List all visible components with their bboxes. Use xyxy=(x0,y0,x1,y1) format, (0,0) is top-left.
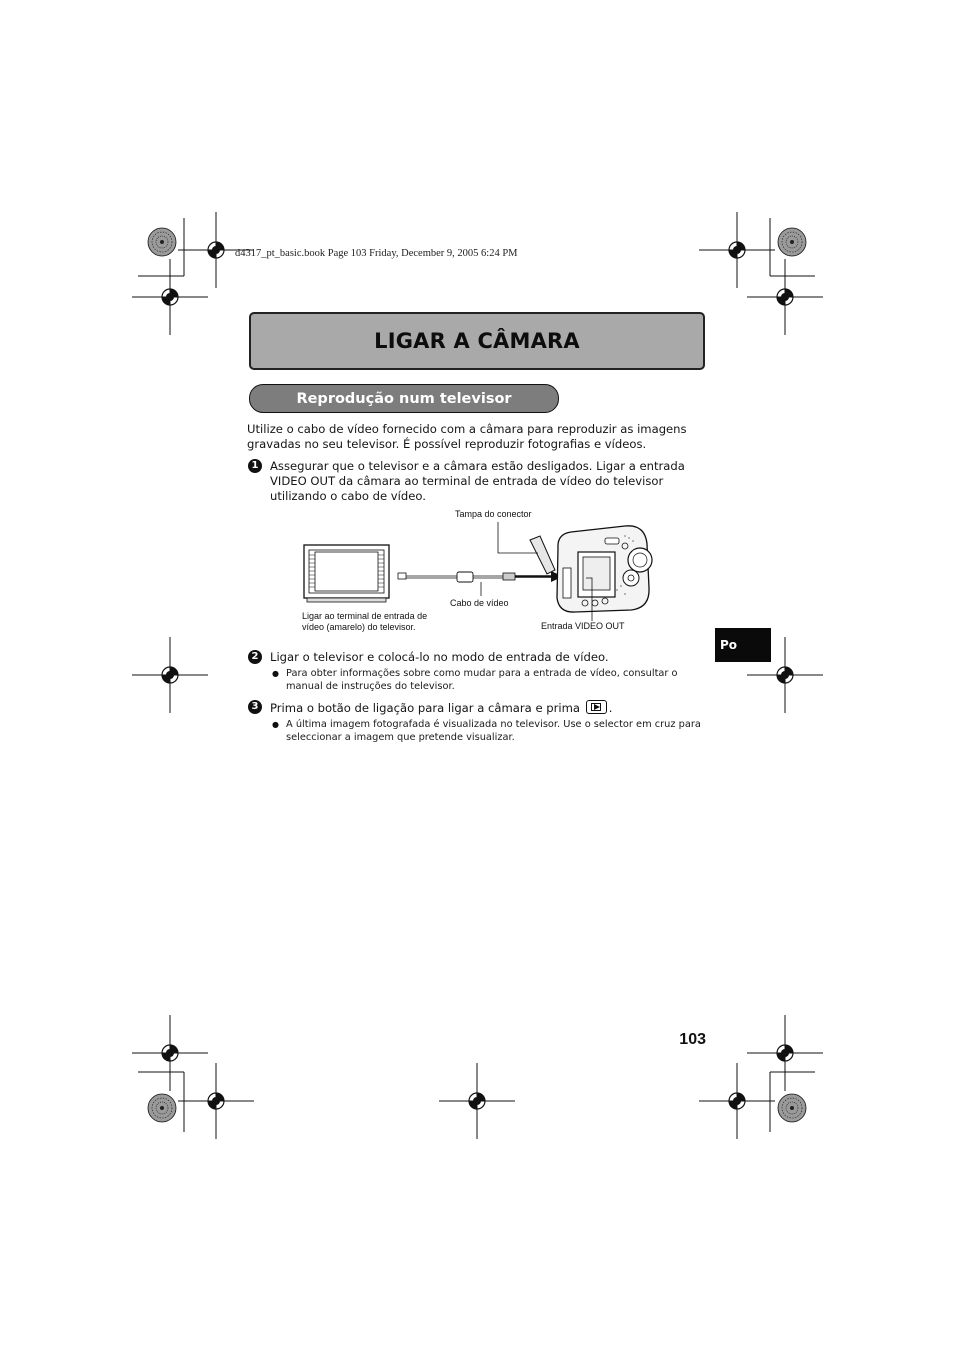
section-heading-pill xyxy=(249,384,559,413)
step-1-text: Assegurar que o televisor e a câmara estão desligados. Ligar a entrada VIDEO OUT da câmara ao terminal de entrada de vídeo do televisor utilizando o cabo de vídeo. xyxy=(270,459,685,503)
video-cable xyxy=(398,571,563,582)
connector-cover-label: Tampa do conector xyxy=(455,509,532,519)
tv-input-label-line2: vídeo (amarelo) do televisor. xyxy=(302,622,416,632)
step-1-number: 1 xyxy=(248,459,262,473)
page-number: 103 xyxy=(679,1031,706,1048)
step-3-text-end: . xyxy=(608,701,613,715)
page-title: LIGAR A CÂMARA xyxy=(374,329,580,353)
step-3-line xyxy=(270,700,710,716)
step-2-note xyxy=(272,668,706,693)
video-out-label: Entrada VIDEO OUT xyxy=(541,621,625,631)
playback-button-icon xyxy=(586,700,607,714)
bullet-icon: ● xyxy=(272,720,279,729)
step-3-note-text: A última imagem fotografada é visualizada no televisor. Use o selector em cruz para seleccionar a imagem que pretende visualizar. xyxy=(286,719,701,743)
television-illustration xyxy=(304,545,389,602)
language-tab xyxy=(715,628,771,662)
bullet-icon: ● xyxy=(272,669,279,678)
section-title: Reprodução num televisor xyxy=(296,390,512,407)
intro-paragraph: Utilize o cabo de vídeo fornecido com a câmara para reproduzir as imagens gravadas no seu televisor. É possível reproduzir fotografias e vídeos. xyxy=(247,422,687,451)
step-3-text: Prima o botão de ligação para ligar a câmara e prima xyxy=(270,701,581,715)
page-title-banner xyxy=(249,312,705,370)
print-header: d4317_pt_basic.book Page 103 Friday, December 9, 2005 6:24 PM xyxy=(235,248,518,259)
step-3-number: 3 xyxy=(248,700,262,714)
camera-illustration xyxy=(530,526,652,612)
cable-label: Cabo de vídeo xyxy=(450,598,509,608)
step-2-number: 2 xyxy=(248,650,262,664)
step-2-note-text: Para obter informações sobre como mudar para a entrada de vídeo, consultar o manual de instruções do televisor. xyxy=(286,668,678,692)
tv-input-label-line1: Ligar ao terminal de entrada de xyxy=(302,611,428,621)
step-3-note xyxy=(272,719,706,744)
step-2-text: Ligar o televisor e colocá-lo no modo de entrada de vídeo. xyxy=(270,650,609,664)
language-tab-label: Po xyxy=(720,638,738,652)
